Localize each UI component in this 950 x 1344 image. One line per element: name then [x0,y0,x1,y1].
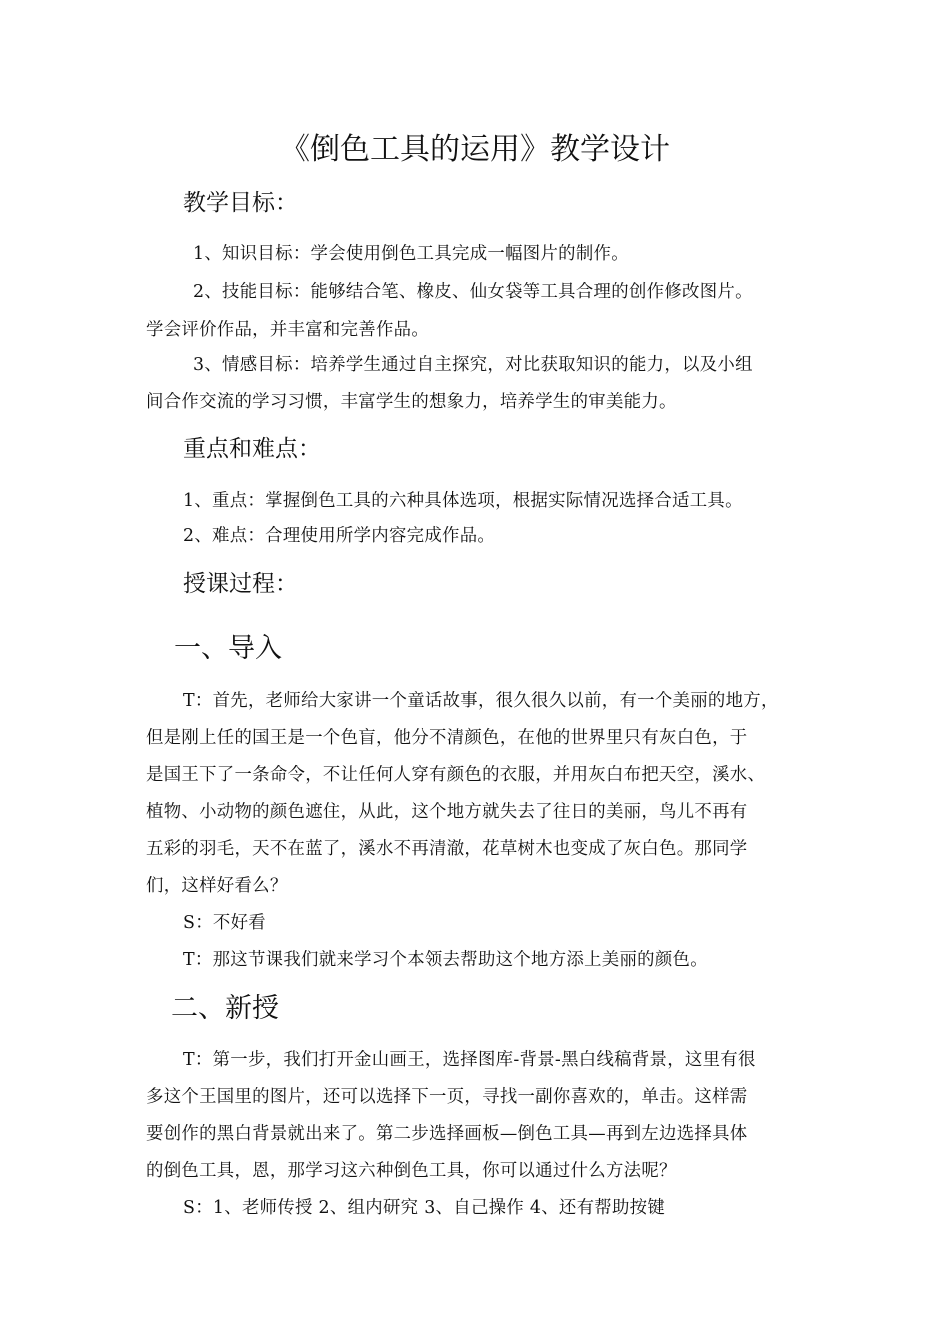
goal-emotion-line2: 间合作交流的学习习惯，丰富学生的想象力，培养学生的审美能力。 [146,392,677,412]
student-methods: S：1、老师传授 2、组内研究 3、自己操作 4、还有帮助按键 [183,1198,666,1218]
difficult-point: 2、难点：合理使用所学内容完成作品。 [183,526,496,546]
new-line1: T：第一步，我们打开金山画王，选择图库-背景-黑白线稿背景，这里有很 [183,1050,756,1070]
goal-skill-line2: 学会评价作品，并丰富和完善作品。 [146,320,430,340]
heading-teaching-goals: 教学目标： [183,190,298,216]
new-line3: 要创作的黑白背景就出来了。第二步选择画板—倒色工具—再到左边选择具体 [146,1124,748,1144]
goal-emotion-line1: 3、情感目标：培养学生通过自主探究，对比获取知识的能力，以及小组 [193,355,753,375]
intro-line4: 植物、小动物的颜色遮住，从此，这个地方就失去了往日的美丽，鸟儿不再有 [146,802,748,822]
intro-line1: T：首先，老师给大家讲一个童话故事，很久很久以前，有一个美丽的地方， [183,691,779,711]
goal-knowledge: 1、知识目标：学会使用倒色工具完成一幅图片的制作。 [193,244,629,264]
section-new-heading: 二、新授 [171,993,279,1024]
goal-skill-line1: 2、技能目标：能够结合笔、橡皮、仙女袋等工具合理的创作修改图片。 [193,282,753,302]
student-reply: S：不好看 [183,913,266,933]
new-line4: 的倒色工具，恩，那学习这六种倒色工具，你可以通过什么方法呢？ [146,1161,677,1181]
new-line2: 多这个王国里的图片，还可以选择下一页，寻找一副你喜欢的，单击。这样需 [146,1087,748,1107]
section-intro-heading: 一、导入 [174,633,282,664]
intro-line3: 是国王下了一条命令，不让任何人穿有颜色的衣服，并用灰白布把天空，溪水、 [146,765,766,785]
intro-line6: 们，这样好看么？ [146,876,288,896]
intro-line2: 但是刚上任的国王是一个色盲，他分不清颜色，在他的世界里只有灰白色，于 [146,728,748,748]
key-point: 1、重点：掌握倒色工具的六种具体选项，根据实际情况选择合适工具。 [183,491,743,511]
teacher-reply: T：那这节课我们就来学习个本领去帮助这个地方添上美丽的颜色。 [183,950,708,970]
heading-key-points: 重点和难点： [183,436,321,462]
heading-process: 授课过程： [183,571,298,597]
document-title: 《倒色工具的运用》教学设计 [280,132,670,167]
intro-line5: 五彩的羽毛，天不在蓝了，溪水不再清澈，花草树木也变成了灰白色。那同学 [146,839,748,859]
